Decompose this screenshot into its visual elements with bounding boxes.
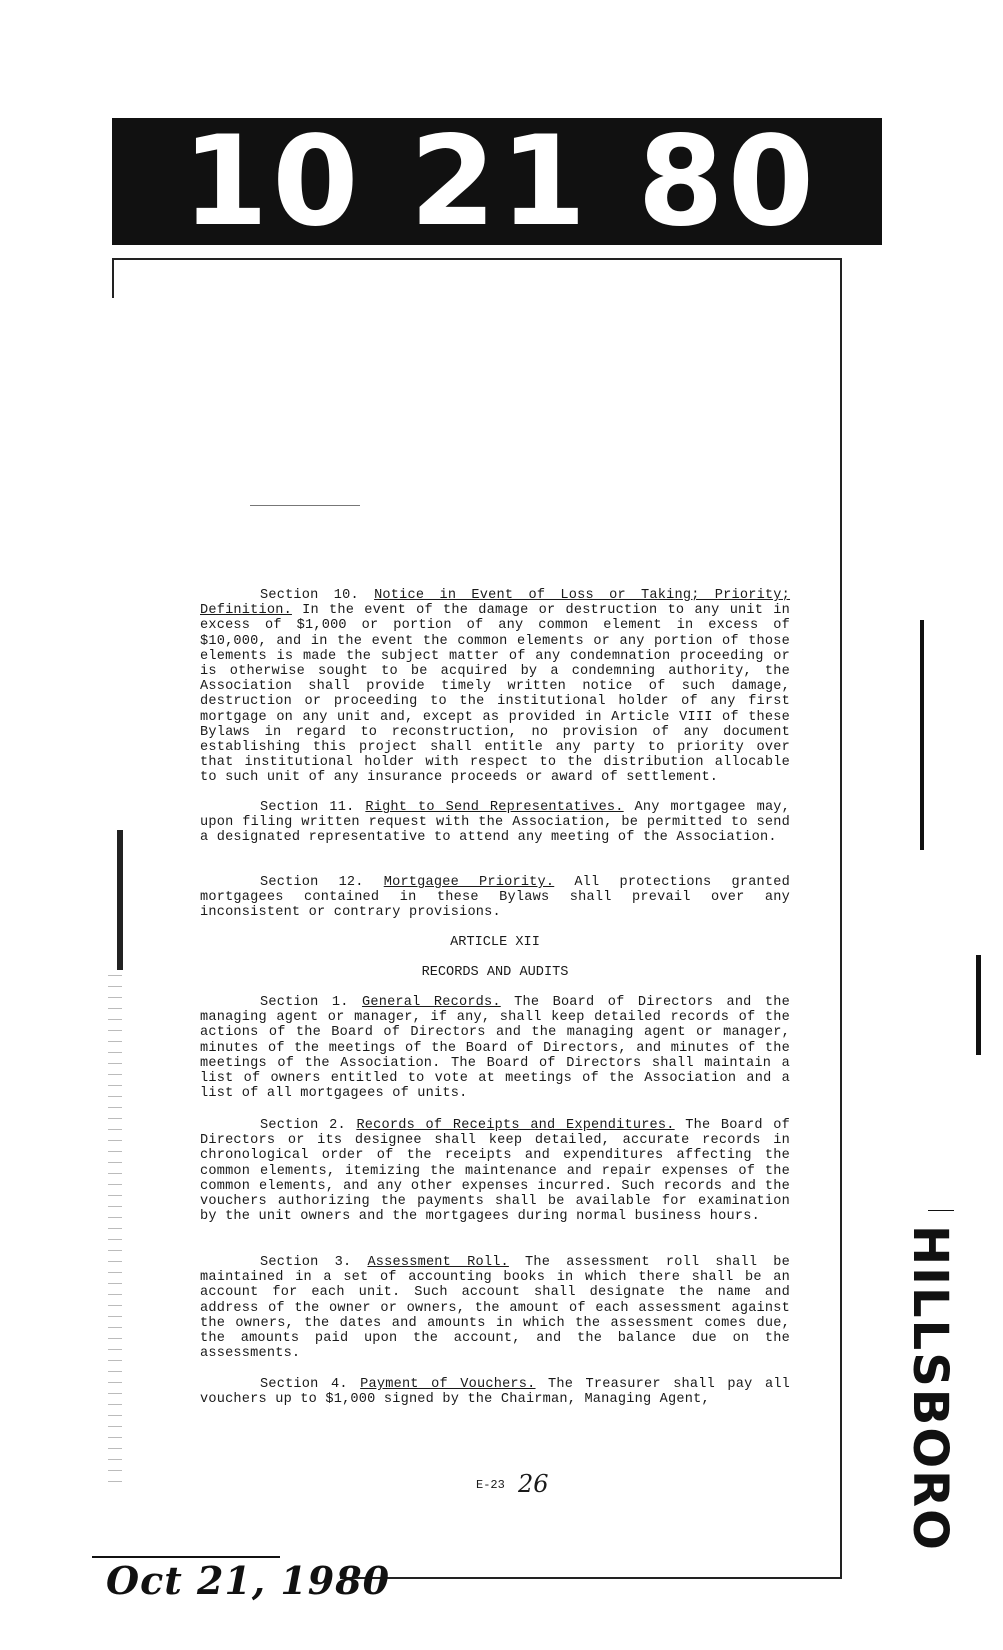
section-heading: Section 10.: [260, 588, 359, 603]
article-section-2: [200, 1118, 790, 1224]
section-heading: Section 11.: [260, 800, 355, 815]
page-number: E-23: [476, 1478, 505, 1492]
date-banner: [112, 118, 882, 245]
hillsboro-stamp: [898, 1225, 958, 1552]
section-title: Right to Send Representatives.: [365, 800, 624, 815]
article-section-3: [200, 1255, 790, 1361]
handwritten-date: Oct 21, 1980: [106, 1558, 391, 1603]
article-title: RECORDS AND AUDITS: [421, 965, 569, 980]
section-body: The Board of Directors and the managing agent or manager, if any, shall keep detailed records of the actions of the Board of Directors and the managing agent or manager, minutes of the meetings of the Board of Directors, and minutes of the meetings of the Association. The Board of Directors shall maintain a list of owners entitled to vote at meetings of the Association and a list of all mortgagees of units.: [200, 995, 790, 1102]
frame-bottom-line: [340, 1577, 842, 1579]
section-body: The Treasurer shall pay all vouchers up to $1,000 signed by the Chairman, Managing Agent,: [200, 1377, 791, 1408]
section-body: All protections granted mortgagees contained in these Bylaws shall prevail over any inconsistent or contrary provisions.: [200, 875, 790, 921]
section-heading: Section 4.: [260, 1377, 348, 1392]
section-heading: Section 2.: [260, 1118, 346, 1133]
section-body: The assessment roll shall be maintained in a set of accounting books in which there shall be an account for each unit. Such account shall designate the name and address of the owner or owners, the amount of each assessment against the owners, the dates and amounts in which the assessment comes due, the amounts paid upon the account, and the balance due on the assessments.: [200, 1255, 791, 1362]
frame-right-line: [840, 258, 842, 1578]
article-section-4: [200, 1377, 790, 1407]
section-heading: Section 1.: [260, 995, 349, 1010]
frame-left-line: [112, 258, 114, 298]
margin-bar: [976, 955, 981, 1055]
date-stamp: 10 21 80: [182, 118, 819, 245]
article-section-1: [200, 995, 790, 1101]
section-title: Notice in Event of Loss or Taking; Priority; Definition.: [200, 588, 791, 619]
section-title: Mortgagee Priority.: [383, 875, 555, 890]
section-10: [200, 588, 790, 786]
faint-rule: [250, 505, 360, 506]
section-body: The Board of Directors or its designee shall keep detailed, accurate records in chronological order of the receipts and expenditures affecting the common elements, itemizing the maintenance and repair expenses of the common elements, and any other expenses incurred. Such records and the vouchers authorizing the payments shall be available for examination by the unit owners and the mortgagees during normal business hours.: [200, 1118, 791, 1225]
section-body: Any mortgagee may, upon filing written request with the Association, be permitted to send a designated representative to attend any meeting of the Association.: [200, 800, 791, 846]
binding-shadow: [117, 830, 123, 970]
section-title: Payment of Vouchers.: [360, 1377, 536, 1392]
section-heading: Section 3.: [260, 1255, 352, 1270]
section-title: Records of Receipts and Expenditures.: [356, 1118, 675, 1133]
margin-bar: [920, 620, 924, 850]
section-12: [200, 875, 790, 921]
section-11: [200, 800, 790, 846]
handwritten-page-number: 26: [518, 1470, 549, 1498]
section-body: In the event of the damage or destruction to any unit in excess of $1,000 or portion of any common element in excess of $10,000, and in the event the common elements or any portion of those elements is made the subject matter of any condemnation proceeding or is otherwise sought to be acquired by a condemning authority, the Association shall provide timely written notice of such damage, destruction or proceeding to the institutional holder of any first mortgage on any unit and, except as provided in Article VIII of these Bylaws in regard to reconstruction, no provision of any document establishing this project shall entitle any party to priority over that institutional holder with respect to the distribution allocable to such unit of any insurance proceeds or award of settlement.: [200, 603, 790, 786]
frame-top-line: [112, 258, 842, 260]
stamp-text: HILLSBORO: [902, 1225, 958, 1552]
section-heading: Section 12.: [260, 875, 364, 890]
margin-rule: [928, 1210, 954, 1211]
article-number: ARTICLE XII: [450, 935, 540, 950]
section-title: Assessment Roll.: [367, 1255, 509, 1270]
section-title: General Records.: [362, 995, 501, 1010]
binding-speckle: [108, 970, 122, 1490]
